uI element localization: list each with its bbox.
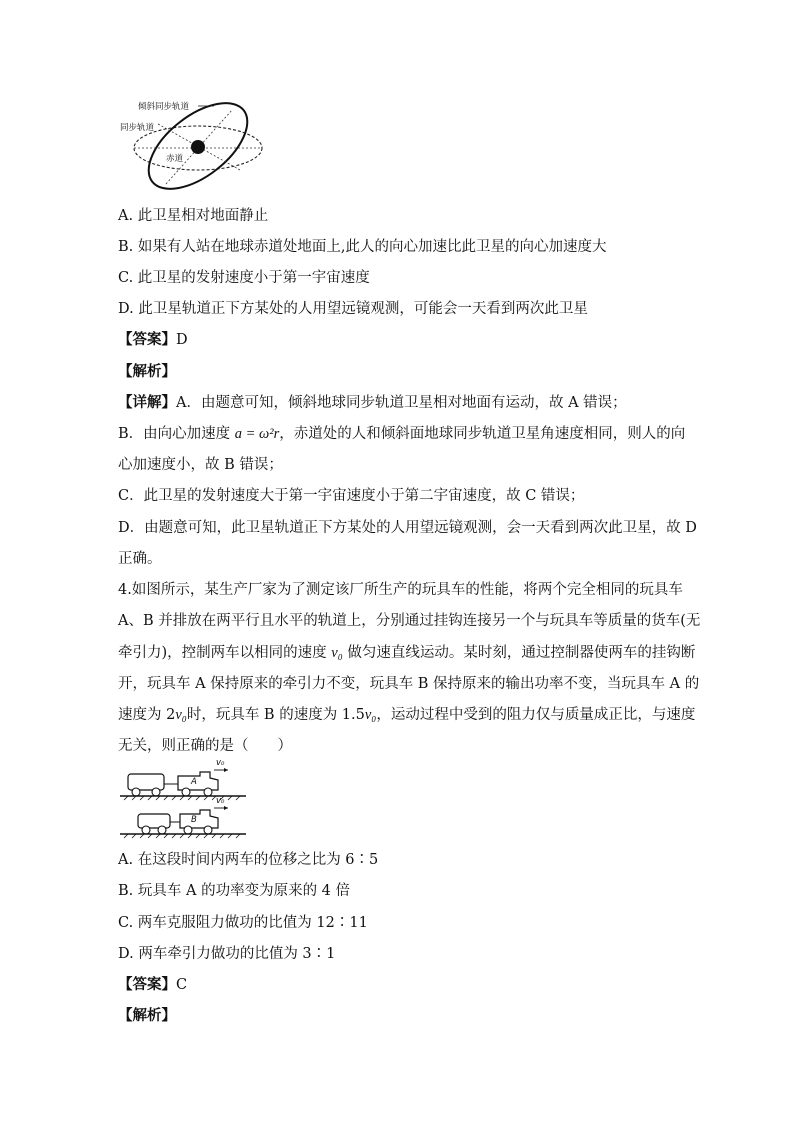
toy-car-b-body — [180, 810, 218, 828]
stem5-mid: 时，玩具车 B 的速度为 1.5 — [186, 707, 365, 723]
formula-centripetal: a = ω²r — [234, 426, 280, 442]
detail-label: 【详解】 — [118, 394, 176, 411]
velocity-label-a: v₀ — [216, 758, 225, 768]
earth-icon — [191, 140, 205, 154]
q3-option-b: B. 如果有人站在地球赤道处地面上,此人的向心加速比此卫星的向心加速度大 — [118, 239, 607, 255]
q3-detail-d2: 正确。 — [118, 551, 162, 567]
q3-detail-c: C．此卫星的发射速度大于第一宇宙速度小于第二宇宙速度，故 C 错误； — [118, 488, 585, 504]
q3-option-a: A. 此卫星相对地面静止 — [118, 208, 269, 224]
detail-b1-pre: B．由向心加速度 — [118, 426, 235, 442]
q3-detail-d1: D．由题意可知，此卫星轨道正下方某处的人用望远镜观测，会一天看到两次此卫星，故 D — [118, 520, 697, 536]
wheel — [204, 788, 212, 796]
q3-detail-a — [118, 393, 627, 413]
answer-value: D — [176, 332, 188, 348]
arrow-head-b — [224, 806, 228, 810]
label-equator: 赤道 — [166, 154, 184, 164]
v0-symbol: v₀ — [175, 707, 187, 723]
detail-b1-post: ，赤道处的人和倾斜面地球同步轨道卫星角速度相同，则人的向 — [279, 426, 686, 442]
detail-a-text: A．由题意可知，倾斜地球同步轨道卫星相对地面有运动，故 A 错误； — [176, 395, 627, 411]
arrow-head-a — [224, 768, 228, 772]
track-a — [120, 768, 246, 800]
wheel — [142, 826, 150, 834]
stem5-pre: 速度为 2 — [118, 707, 176, 723]
q3-answer — [118, 330, 188, 350]
velocity-label-b: v₀ — [216, 796, 225, 806]
stem3-pre: 牵引力)，控制两车以相同的速度 — [118, 645, 332, 661]
q4-answer — [118, 975, 187, 995]
wheel — [132, 788, 140, 796]
wheel — [204, 826, 212, 834]
cargo-car-a — [128, 774, 164, 790]
wheel — [158, 826, 166, 834]
q4-option-c: C. 两车克服阻力做功的比值为 12∶11 — [118, 915, 368, 931]
q4-analysis-label: 【解析】 — [118, 1007, 176, 1024]
wheel — [152, 788, 160, 796]
orbit-figure — [118, 96, 268, 196]
v0-symbol: v₀ — [331, 645, 343, 661]
q3-detail-b1 — [118, 424, 685, 444]
q4-stem-6: 无关，则正确的是（ ） — [118, 738, 292, 754]
stem5-post: ，运动过程中受到的阻力仅与质量成正比，与速度 — [376, 707, 696, 723]
car-label-a: A — [191, 777, 197, 787]
q3-detail-b2: 心加速度小，故 B 错误； — [118, 457, 283, 473]
car-label-b: B — [191, 815, 197, 825]
toy-car-a-body — [178, 772, 218, 790]
answer-label: 【答案】 — [118, 976, 176, 993]
toy-car-figure — [118, 758, 250, 840]
q3-option-d: D. 此卫星轨道正下方某处的人用望远镜观测，可能会一天看到两次此卫星 — [118, 301, 588, 317]
answer-label: 【答案】 — [118, 331, 176, 348]
wheel — [182, 788, 190, 796]
q3-analysis-label: 【解析】 — [118, 363, 176, 380]
q4-stem-5 — [118, 705, 695, 725]
q4-stem-3 — [118, 643, 695, 663]
track-b — [120, 806, 246, 838]
label-sync-orbit: 同步轨道 — [120, 123, 155, 133]
q4-stem-1: 4.如图所示，某生产厂家为了测定该厂所生产的玩具车的性能，将两个完全相同的玩具车 — [118, 582, 683, 598]
q4-option-d: D. 两车牵引力做功的比值为 3∶1 — [118, 946, 336, 962]
q4-stem-4: 开，玩具车 A 保持原来的牵引力不变，玩具车 B 保持原来的输出功率不变，当玩具车 A 的 — [118, 676, 700, 692]
q4-stem-2: A、B 并排放在两平行且水平的轨道上，分别通过挂钩连接另一个与玩具车等质量的货车(无 — [118, 613, 701, 629]
answer-value: C — [176, 977, 188, 993]
q3-option-c: C. 此卫星的发射速度小于第一宇宙速度 — [118, 270, 370, 286]
toy-car-diagram — [118, 764, 250, 840]
label-inclined-orbit: 倾斜同步轨道 — [138, 102, 190, 112]
stem3-post: 做匀速直线运动。某时刻，通过控制器使两车的挂钩断 — [342, 645, 696, 661]
q4-option-a: A. 在这段时间内两车的位移之比为 6∶5 — [118, 852, 379, 868]
q4-option-b: B. 玩具车 A 的功率变为原来的 4 倍 — [118, 883, 351, 899]
v0-symbol: v₀ — [364, 707, 377, 723]
wheel — [184, 826, 192, 834]
cargo-car-b — [138, 814, 170, 828]
